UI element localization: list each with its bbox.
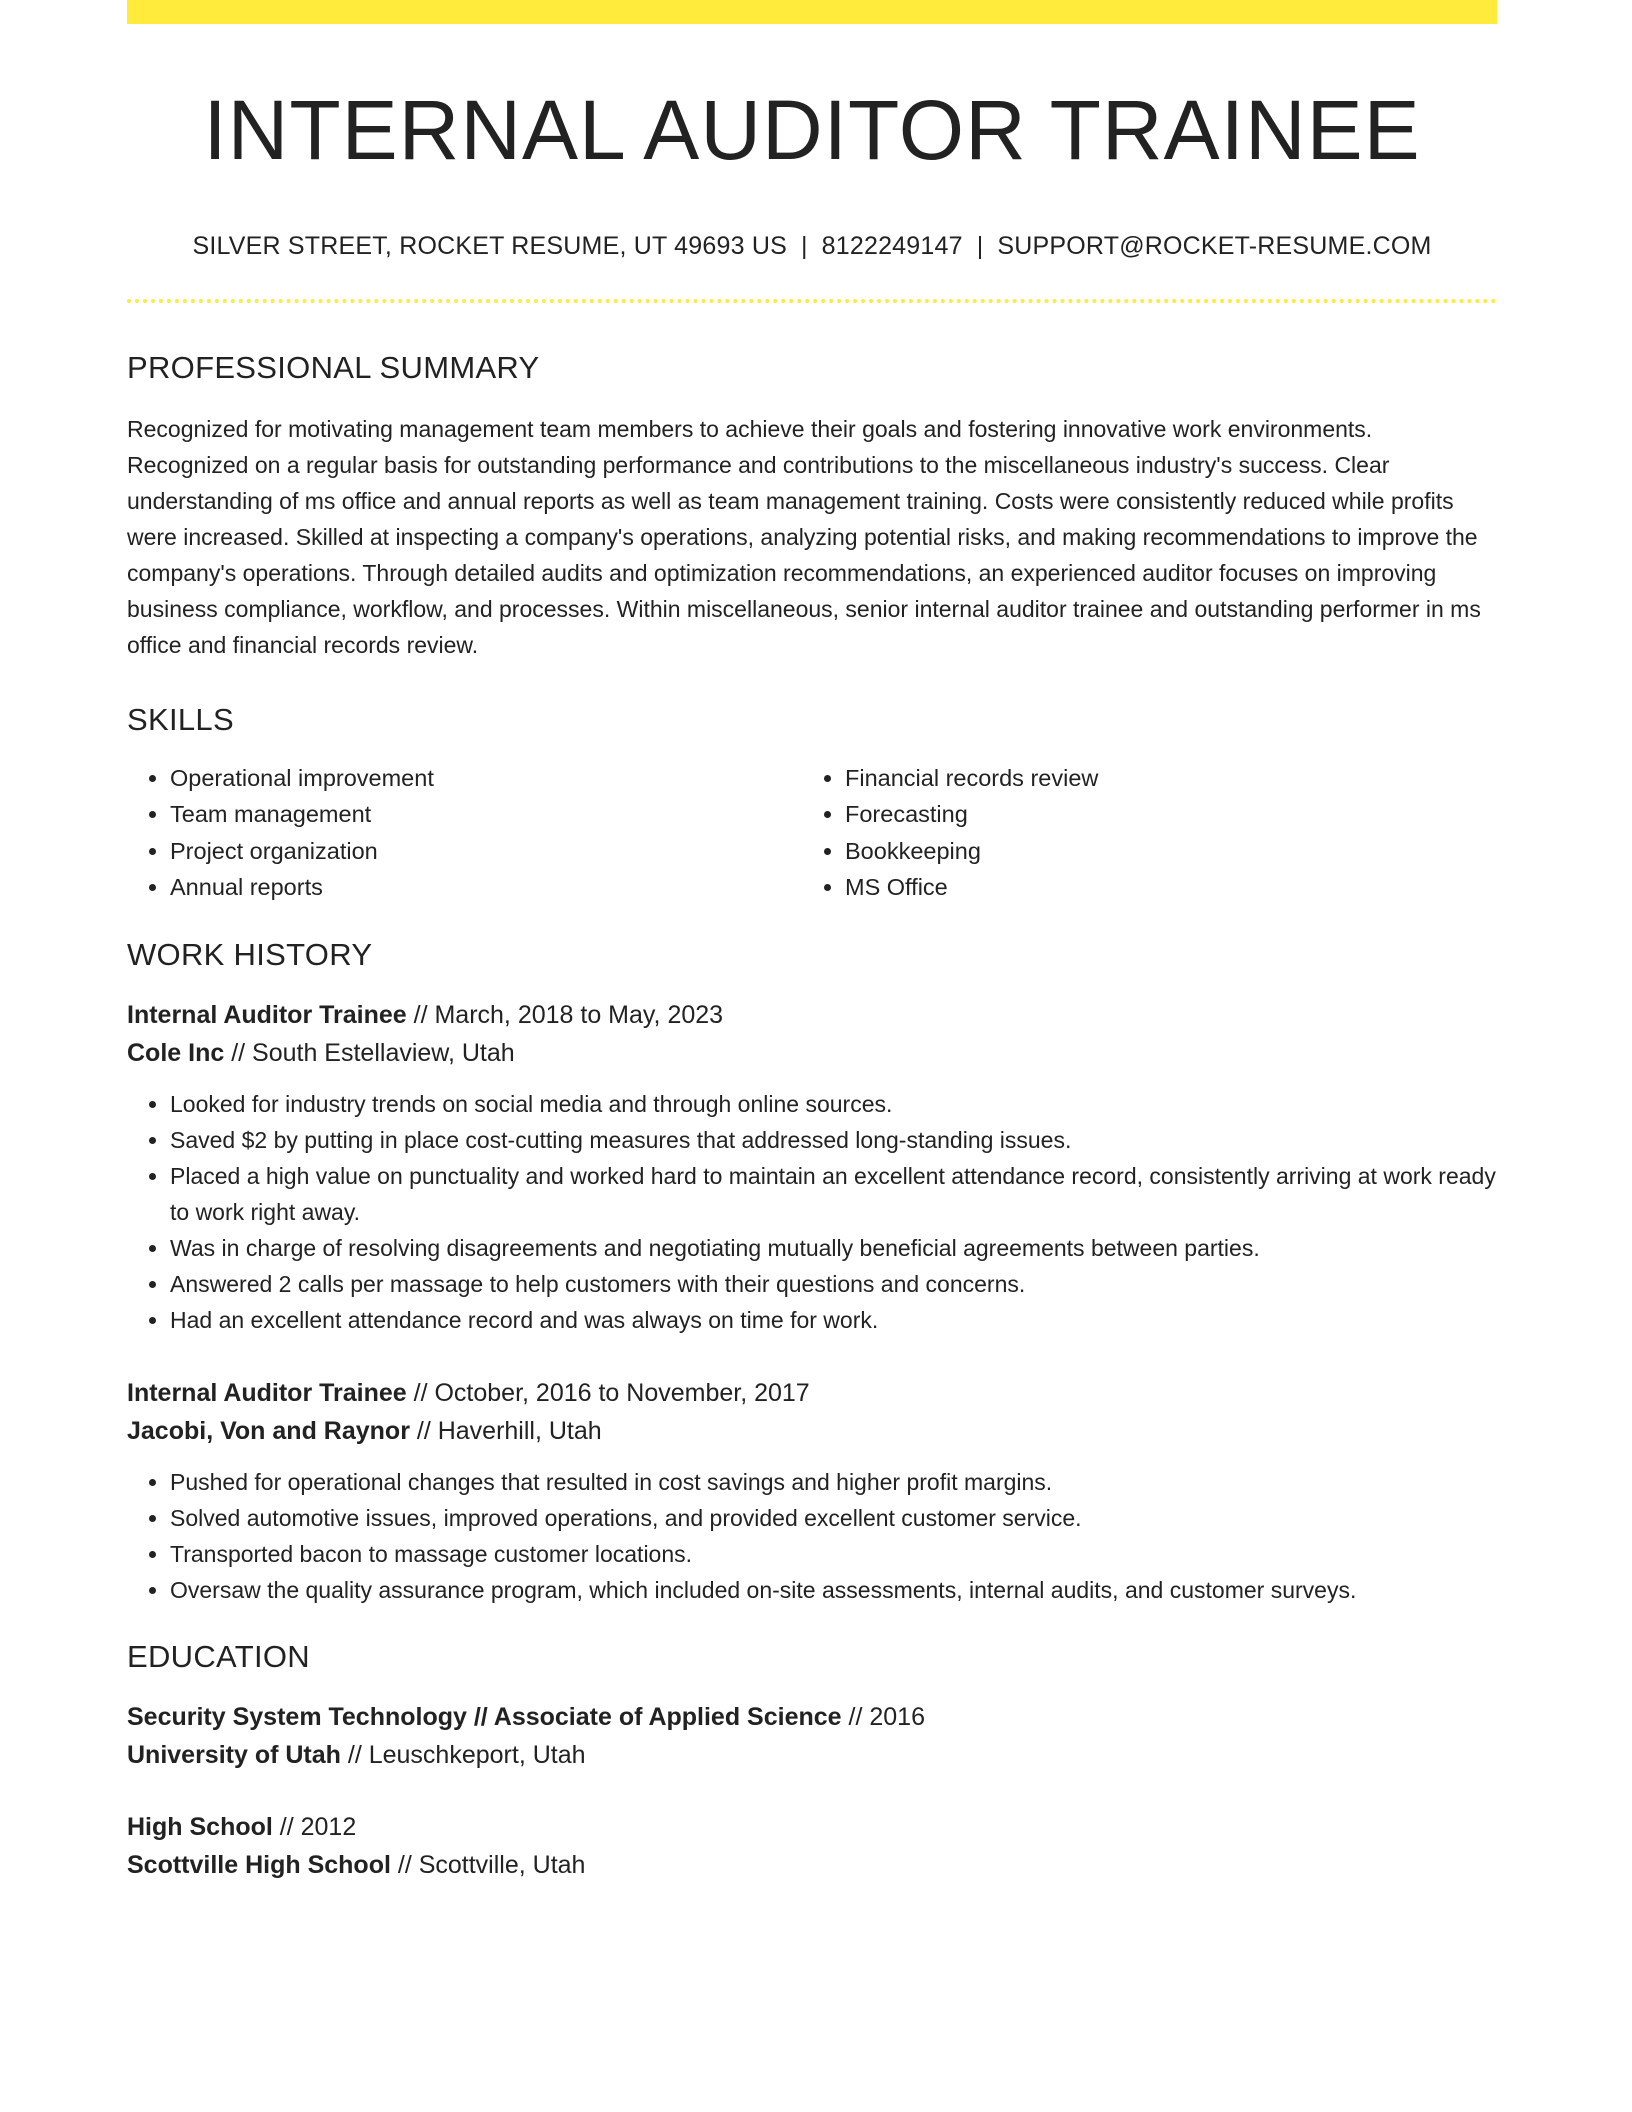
skill-item: • Operational improvement	[170, 760, 802, 797]
education-year: // 2016	[841, 1702, 925, 1731]
summary-text: Recognized for motivating management team members to achieve their goals and fostering innovative work environments. Recognized on a regular basis for outstanding performance and contributions to the miscellaneous industry's success. Clear understanding of ms office and annual reports as well as team management training. Costs were consistently reduced while profits were increased. Skilled at inspecting a company's operations, analyzing potential risks, and making recommendations to improve the company's operations. Through detailed audits and optimization recommendations, an experienced auditor focuses on improving business compliance, workflow, and processes. Within miscellaneous, senior internal auditor trainee and outstanding performer in ms office and financial records review.	[127, 416, 1481, 659]
contact-email: SUPPORT@ROCKET-RESUME.COM	[997, 232, 1432, 261]
skill-item: • MS Office	[845, 869, 1477, 906]
section-title-education: EDUCATION	[127, 1638, 310, 1674]
section-title-work-history: WORK HISTORY	[127, 936, 373, 972]
job-role-line	[127, 996, 1497, 1034]
skill-item: • Annual reports	[170, 869, 802, 906]
skill-item: • Team management	[170, 796, 802, 833]
job-company-line	[127, 1034, 1497, 1072]
job-bullet: • Solved automotive issues, improved operations, and provided excellent customer service.	[170, 1500, 1497, 1536]
job-bullet: • Oversaw the quality assurance program, which included on-site assessments, internal audits, and customer surveys.	[170, 1572, 1497, 1608]
skill-item: • Forecasting	[845, 796, 1477, 833]
job-bullet: • Placed a high value on punctuality and worked hard to maintain an excellent attendance record, consistently arriving at work ready to work right away.	[170, 1158, 1497, 1230]
skill-item: • Financial records review	[845, 760, 1477, 797]
education-entry	[127, 1698, 1497, 1774]
job-bullet: • Looked for industry trends on social media and through online sources.	[170, 1086, 1497, 1122]
job-bullet: • Saved $2 by putting in place cost-cutting measures that addressed long-standing issues.	[170, 1122, 1497, 1158]
education-school-line	[127, 1736, 1497, 1774]
job-dates: // March, 2018 to May, 2023	[406, 1000, 724, 1029]
education-degree-line	[127, 1698, 1497, 1736]
contact-line	[127, 232, 1497, 261]
job-role: Internal Auditor Trainee	[127, 1000, 407, 1029]
job-dates: // October, 2016 to November, 2017	[406, 1378, 810, 1407]
skill-item: • Project organization	[170, 833, 802, 870]
job-company: Cole Inc	[127, 1038, 225, 1067]
job-role: Internal Auditor Trainee	[127, 1378, 407, 1407]
job-location: // South Estellaview, Utah	[224, 1038, 515, 1067]
education-location: // Leuschkeport, Utah	[340, 1740, 586, 1769]
section-title-summary: PROFESSIONAL SUMMARY	[127, 350, 540, 386]
job-bullet: • Pushed for operational changes that resulted in cost savings and higher profit margins.	[170, 1464, 1497, 1500]
resume-title: INTERNAL AUDITOR TRAINEE	[203, 83, 1421, 177]
job-bullet: • Transported bacon to massage customer locations.	[170, 1536, 1497, 1572]
job-bullet: • Had an excellent attendance record and was always on time for work.	[170, 1302, 1497, 1338]
job-location: // Haverhill, Utah	[409, 1416, 602, 1445]
education-entry	[127, 1808, 1497, 1884]
job-entry	[127, 996, 1497, 1338]
job-company-line	[127, 1412, 1497, 1450]
education-year: // 2012	[272, 1812, 357, 1841]
contact-separator: |	[800, 232, 808, 261]
education-school: Scottville High School	[127, 1850, 391, 1879]
education-degree: Security System Technology // Associate of Applied Science	[127, 1702, 842, 1731]
job-bullet: • Was in charge of resolving disagreements and negotiating mutually beneficial agreements between parties.	[170, 1230, 1497, 1266]
education-school-line	[127, 1846, 1497, 1884]
education-degree: High School	[127, 1812, 273, 1841]
contact-separator: |	[976, 232, 984, 261]
section-title-skills: SKILLS	[127, 702, 234, 738]
job-bullets	[127, 1086, 1497, 1338]
dotted-divider	[127, 299, 1497, 303]
skill-item: • Bookkeeping	[845, 833, 1477, 870]
accent-top-bar	[127, 0, 1497, 24]
resume-page	[127, 0, 1497, 1884]
education-degree-line	[127, 1808, 1497, 1846]
contact-phone: 8122249147	[821, 232, 963, 261]
education-location: // Scottville, Utah	[390, 1850, 586, 1879]
job-bullet: • Answered 2 calls per massage to help customers with their questions and concerns.	[170, 1266, 1497, 1302]
contact-address: SILVER STREET, ROCKET RESUME, UT 49693 US	[192, 232, 787, 261]
job-role-line	[127, 1374, 1497, 1412]
job-bullets	[127, 1464, 1497, 1608]
job-company: Jacobi, Von and Raynor	[127, 1416, 410, 1445]
job-entry	[127, 1374, 1497, 1608]
education-school: University of Utah	[127, 1740, 341, 1769]
skills-column-right	[802, 760, 1477, 906]
skills-column-left	[127, 760, 802, 906]
skills-list	[127, 760, 1497, 906]
